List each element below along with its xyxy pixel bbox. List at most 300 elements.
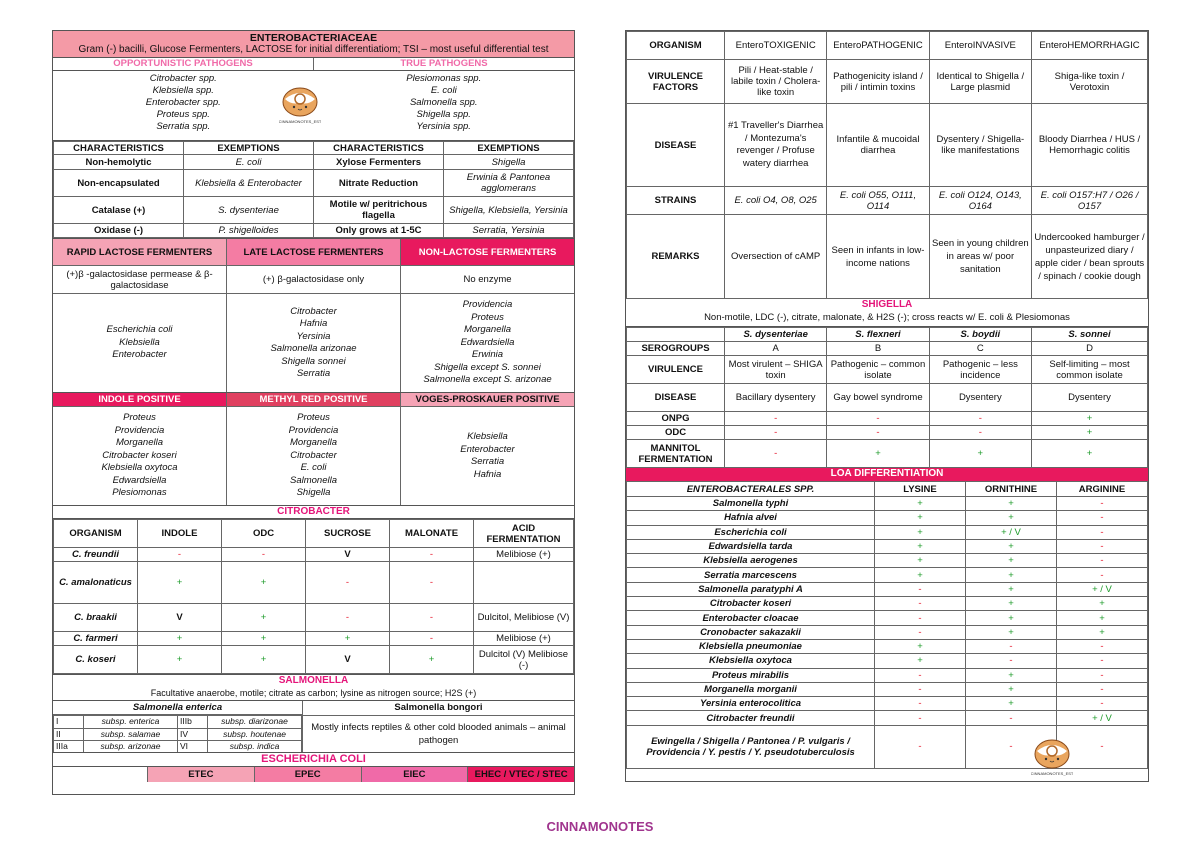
cell: P. shigelloides: [184, 224, 314, 238]
list-item: Escherichia coli: [106, 324, 173, 336]
cell: V: [138, 604, 222, 632]
cell: IIIa: [54, 741, 84, 754]
list-item: Morganella: [464, 324, 511, 336]
organism-cell: Serratia marcescens: [627, 568, 875, 582]
cell: subsp. salamae: [84, 728, 178, 741]
cell: Bloody Diarrhea / HUS / Hemorrhagic colitis: [1032, 104, 1148, 187]
cell: C. braakii: [54, 604, 138, 632]
cell: -: [1057, 525, 1148, 539]
col-header: ENTEROBACTERALES SPP.: [627, 482, 875, 497]
cell: Dysentery / Shigella-like manifestations: [929, 104, 1031, 187]
table-row: [54, 646, 574, 674]
cell: -: [1057, 554, 1148, 568]
table-row: [54, 741, 302, 754]
organism-cell: Klebsiella oxytoca: [627, 654, 875, 668]
cell: -: [1057, 511, 1148, 525]
ecoli-types: [53, 767, 574, 782]
table-row: [627, 611, 1148, 625]
cell: Oversection of cAMP: [725, 215, 827, 299]
salmonella-species: [53, 701, 574, 753]
lactose-headers: [53, 239, 574, 266]
exempt-header: EXEMPTIONS: [184, 142, 314, 155]
species-header: S. flexneri: [827, 328, 929, 342]
cell: +: [875, 554, 966, 568]
cell: E. coli: [184, 155, 314, 170]
indole-header: INDOLE POSITIVE: [53, 393, 226, 406]
cell: -: [1057, 682, 1148, 696]
table-row: [54, 604, 574, 632]
cell: + / V: [1057, 582, 1148, 596]
row-header: MANNITOL FERMENTATION: [627, 440, 725, 468]
list-item: Citrobacter: [290, 305, 337, 317]
col-header: INDOLE: [138, 520, 222, 548]
cell: Gay bowel syndrome: [827, 384, 929, 412]
table-row: [627, 682, 1148, 696]
species-header: S. sonnei: [1032, 328, 1148, 342]
cell: +: [827, 440, 929, 468]
cell: +: [138, 632, 222, 646]
cinnamon-roll-logo-icon: [279, 85, 321, 125]
list-item: Enterobacter: [112, 349, 167, 361]
cell: -: [875, 697, 966, 711]
cell: Infantile & mucoidal diarrhea: [827, 104, 929, 187]
list-item: E. coli: [300, 462, 327, 474]
cell: Most virulent – SHIGA toxin: [725, 356, 827, 384]
cell: +: [1057, 625, 1148, 639]
ecoli-pathotype-table: [626, 31, 1148, 299]
bongori-label: Salmonella bongori: [303, 701, 574, 716]
cell: -: [1057, 725, 1148, 768]
cell: -: [875, 711, 966, 725]
row-header: VIRULENCE: [627, 356, 725, 384]
opportunistic-heading: OPPORTUNISTIC PATHOGENS: [113, 58, 253, 69]
table-row: [627, 711, 1148, 725]
table-row: [627, 668, 1148, 682]
cell: +: [875, 539, 966, 553]
cell: -: [875, 668, 966, 682]
table-row: [627, 440, 1148, 468]
list-item: Providencia: [462, 299, 513, 311]
row-header: DISEASE: [627, 384, 725, 412]
table-row: [54, 155, 574, 170]
cell: Oxidase (-): [54, 224, 184, 238]
table-row: [627, 104, 1148, 187]
vp-list: [400, 407, 574, 505]
left-page: [52, 30, 575, 795]
table-row: [627, 639, 1148, 653]
table-row: [627, 342, 1148, 356]
row-header: ONPG: [627, 412, 725, 426]
cell: -: [725, 440, 827, 468]
table-row: [627, 356, 1148, 384]
cell: +: [222, 604, 306, 632]
list-item: Serratia: [470, 456, 505, 467]
loa-table: [626, 481, 1148, 769]
cell: -: [827, 426, 929, 440]
cell: Dulcitol, Melibiose (V): [474, 604, 574, 632]
col-header: EnteroINVASIVE: [929, 32, 1031, 60]
citrobacter-title: CITROBACTER: [53, 506, 574, 519]
cell: -: [390, 562, 474, 604]
organism-cell: Citrobacter koseri: [627, 597, 875, 611]
pathogen-lists: [53, 71, 574, 141]
shigella-header: [626, 299, 1148, 327]
subspecies-table: [53, 715, 302, 753]
logo-caption: CINNAMONOTES_EST: [279, 119, 321, 124]
cell: Serratia, Yersinia: [444, 224, 574, 238]
cell: Pathogenic – common isolate: [827, 356, 929, 384]
cell: Bacillary dysentery: [725, 384, 827, 412]
cell: +: [966, 511, 1057, 525]
list-item: Shigella spp.: [416, 109, 471, 120]
salmonella-bongori-block: [303, 701, 574, 752]
table-row: [627, 568, 1148, 582]
organism-cell: Escherichia coli: [627, 525, 875, 539]
row-header: STRAINS: [627, 187, 725, 215]
cinnamon-roll-logo-icon: [1031, 737, 1073, 777]
cell: IV: [178, 728, 208, 741]
biochem-test-lists: [53, 407, 574, 506]
non-enzyme: No enzyme: [400, 266, 574, 293]
list-item: Shigella: [296, 487, 331, 499]
cell: E. coli O55, O111, O114: [827, 187, 929, 215]
list-item: Salmonella spp.: [409, 97, 478, 108]
list-item: Hafnia: [473, 468, 502, 480]
row-header: DISEASE: [627, 104, 725, 187]
list-item: Klebsiella spp.: [152, 85, 214, 96]
list-item: Enterobacter spp.: [145, 97, 221, 108]
list-item: Erwinia: [471, 349, 504, 361]
cell: #1 Traveller's Diarrhea / Montezuma's revenger / Profuse watery diarrhea: [725, 104, 827, 187]
cell: Melibiose (+): [474, 632, 574, 646]
cell: subsp. indica: [208, 741, 302, 754]
cell: +: [966, 582, 1057, 596]
row-header: SEROGROUPS: [627, 342, 725, 356]
col-header: ODC: [222, 520, 306, 548]
cell: Pili / Heat-stable / labile toxin / Cholera-like toxin: [725, 60, 827, 104]
cell: +: [966, 625, 1057, 639]
cell: -: [725, 412, 827, 426]
cell: C: [929, 342, 1031, 356]
cell: -: [966, 639, 1057, 653]
cell: -: [827, 412, 929, 426]
list-item: Providencia: [288, 424, 339, 436]
enterobacteriaceae-subtitle: Gram (-) bacilli, Glucose Fermenters, LACTOSE for initial differentiatiom; TSI – most useful differential test: [78, 44, 549, 55]
cell: Identical to Shigella / Large plasmid: [929, 60, 1031, 104]
characteristics-table: [53, 141, 574, 238]
col-header: ARGININE: [1057, 482, 1148, 497]
cell: Nitrate Reduction: [314, 170, 444, 197]
table-row: [627, 215, 1148, 299]
cell: -: [929, 426, 1031, 440]
cell: + / V: [966, 525, 1057, 539]
cell: Self-limiting – most common isolate: [1032, 356, 1148, 384]
cell: +: [875, 654, 966, 668]
logo-caption: CINNAMONOTES_EST: [1031, 771, 1073, 776]
cell: Non-hemolytic: [54, 155, 184, 170]
cell: Dysentery: [929, 384, 1031, 412]
cell: -: [1057, 539, 1148, 553]
species-header: S. dysenteriae: [725, 328, 827, 342]
salmonella-title: SALMONELLA: [278, 675, 349, 686]
cell: B: [827, 342, 929, 356]
cell: -: [390, 604, 474, 632]
cell: +: [306, 632, 390, 646]
col-header: EnteroTOXIGENIC: [725, 32, 827, 60]
col-header: ORGANISM: [627, 32, 725, 60]
organism-cell: Enterobacter cloacae: [627, 611, 875, 625]
table-row: [54, 728, 302, 741]
cell: S. dysenteriae: [184, 197, 314, 224]
cell: +: [966, 611, 1057, 625]
cell: +: [222, 562, 306, 604]
cell: V: [306, 646, 390, 674]
cell: Shigella, Klebsiella, Yersinia: [444, 197, 574, 224]
shigella-table: [626, 327, 1148, 468]
col-header: MALONATE: [390, 520, 474, 548]
non-list: [400, 294, 574, 392]
indole-list: [53, 407, 226, 505]
cell: -: [1057, 497, 1148, 511]
true-pathogens-heading: TRUE PATHOGENS: [313, 58, 574, 70]
table-row: [627, 539, 1148, 553]
cell: +: [875, 568, 966, 582]
cell: I: [54, 716, 84, 729]
true-pathogens-list: [314, 71, 575, 140]
table-row: [627, 654, 1148, 668]
cell: +: [966, 597, 1057, 611]
table-row: [54, 562, 574, 604]
cell: C. amalonaticus: [54, 562, 138, 604]
col-header: ORGANISM: [54, 520, 138, 548]
cell: +: [875, 639, 966, 653]
list-item: Plesiomonas spp.: [406, 73, 482, 84]
cell: Dulcitol (V) Melibiose (-): [474, 646, 574, 674]
cell: Dysentery: [1032, 384, 1148, 412]
citrobacter-table-wrap: [53, 519, 574, 675]
cell: subsp. arizonae: [84, 741, 178, 754]
cell: Seen in young children in areas w/ poor sanitation: [929, 215, 1031, 299]
loa-title: LOA DIFFERENTIATION: [626, 468, 1148, 481]
cell: Shigella: [444, 155, 574, 170]
char-header: CHARACTERISTICS: [54, 142, 184, 155]
cell: E. coli O4, O8, O25: [725, 187, 827, 215]
vp-header: VOGES-PROSKAUER POSITIVE: [400, 393, 574, 406]
cell: Xylose Fermenters: [314, 155, 444, 170]
cell: [474, 562, 574, 604]
late-list: [226, 294, 400, 392]
list-item: Yersinia spp.: [416, 121, 471, 132]
cell: VI: [178, 741, 208, 754]
col-header: EnteroPATHOGENIC: [827, 32, 929, 60]
cell: -: [875, 625, 966, 639]
list-item: Edwardsiella: [460, 336, 515, 348]
table-row: [627, 525, 1148, 539]
lactose-lists: [53, 294, 574, 393]
cell: +: [875, 525, 966, 539]
list-item: Salmonella: [290, 474, 337, 486]
biochem-test-headers: [53, 393, 574, 407]
cell: +: [966, 554, 1057, 568]
cell: -: [390, 632, 474, 646]
exempt-header: EXEMPTIONS: [444, 142, 574, 155]
list-item: Klebsiella oxytoca: [101, 462, 178, 474]
table-row: [627, 187, 1148, 215]
list-item: Shigella sonnei: [281, 355, 346, 367]
cell: -: [875, 725, 966, 768]
cell: C. freundii: [54, 548, 138, 562]
cell: +: [138, 562, 222, 604]
enterica-label: Salmonella enterica: [53, 701, 302, 715]
list-item: Citrobacter: [290, 449, 337, 461]
organism-cell: Edwardsiella tarda: [627, 539, 875, 553]
list-item: Morganella: [290, 437, 337, 449]
shigella-title: SHIGELLA: [861, 299, 913, 310]
cell: +: [222, 632, 306, 646]
cell: C. farmeri: [54, 632, 138, 646]
table-row: [627, 60, 1148, 104]
cell: +: [1032, 426, 1148, 440]
cell: V: [306, 548, 390, 562]
list-item: Yersinia: [296, 330, 331, 342]
shigella-subtitle: Non-motile, LDC (-), citrate, malonate, & H2S (-); cross reacts w/ E. coli & Plesiomonas: [704, 312, 1070, 323]
table-row: [54, 224, 574, 238]
cell: -: [875, 597, 966, 611]
cell: IIIb: [178, 716, 208, 729]
organism-cell: Klebsiella aerogenes: [627, 554, 875, 568]
cell: -: [875, 682, 966, 696]
table-row: [54, 632, 574, 646]
cell: Erwinia & Pantonea agglomerans: [444, 170, 574, 197]
cell: -: [1057, 639, 1148, 653]
cell: A: [725, 342, 827, 356]
cell: subsp. diarizonae: [208, 716, 302, 729]
table-row: [54, 197, 574, 224]
cell: D: [1032, 342, 1148, 356]
list-item: Plesiomonas: [112, 487, 167, 499]
right-page: [625, 30, 1149, 782]
list-item: Proteus spp.: [156, 109, 210, 120]
rapid-enzyme: (+)β -galactosidase permease & β-galactosidase: [66, 268, 213, 291]
row-header: VIRULENCE FACTORS: [627, 60, 725, 104]
pathogen-headings: [53, 58, 574, 71]
cell: -: [1057, 697, 1148, 711]
table-row: [627, 511, 1148, 525]
list-item: Edwardsiella: [112, 474, 167, 486]
salmonella-header: [53, 675, 574, 701]
cell: +: [390, 646, 474, 674]
list-item: Klebsiella: [467, 431, 508, 442]
cell: II: [54, 728, 84, 741]
salmonella-subtitle: Facultative anaerobe, motile; citrate as carbon; lysine as nitrogen source; H2S (+): [150, 688, 477, 698]
list-item: Proteus: [123, 412, 156, 424]
list-item: Proteus: [471, 311, 504, 323]
enterobacteriaceae-title: ENTEROBACTERIACEAE: [249, 32, 378, 44]
list-item: Serratia: [296, 368, 331, 379]
cell: E. coli O157:H7 / O26 / O157: [1032, 187, 1148, 215]
footer-brand: CINNAMONOTES: [546, 819, 654, 834]
list-item: Enterobacter: [460, 443, 515, 455]
cell: subsp. houtenae: [208, 728, 302, 741]
cell: -: [1057, 568, 1148, 582]
cell: Pathogenic – less incidence: [929, 356, 1031, 384]
cell: Catalase (+): [54, 197, 184, 224]
rapid-lactose-header: RAPID LACTOSE FERMENTERS: [53, 239, 226, 265]
salmonella-enterica-block: [53, 701, 303, 752]
cell: -: [390, 548, 474, 562]
cell: +: [1032, 412, 1148, 426]
non-lactose-header: NON-LACTOSE FERMENTERS: [400, 239, 574, 265]
cell: +: [1057, 597, 1148, 611]
cell: -: [1057, 654, 1148, 668]
citrobacter-table: [53, 519, 574, 674]
cell: -: [875, 611, 966, 625]
cell: Pathogenicity island / pili / intimin toxins: [827, 60, 929, 104]
organism-cell: Morganella morganii: [627, 682, 875, 696]
table-row: [627, 697, 1148, 711]
list-item: Shigella except S. sonnei: [434, 361, 541, 373]
cell: +: [138, 646, 222, 674]
bongori-text: Mostly infects reptiles & other cold blooded animals – animal pathogen: [311, 722, 566, 746]
organism-cell: Hafnia alvei: [627, 511, 875, 525]
cell: -: [875, 582, 966, 596]
organism-cell: Cronobacter sakazakii: [627, 625, 875, 639]
cell: +: [966, 668, 1057, 682]
cell: +: [875, 497, 966, 511]
cell: -: [306, 604, 390, 632]
corner-cell: [627, 328, 725, 342]
ecoli-types-spacer: [53, 767, 148, 782]
cell: -: [966, 654, 1057, 668]
cell: +: [966, 539, 1057, 553]
list-item: Klebsiella: [119, 336, 160, 348]
organism-cell: Klebsiella pneumoniae: [627, 639, 875, 653]
table-row: [627, 554, 1148, 568]
list-item: Serratia spp.: [156, 121, 211, 132]
cell: Non-encapsulated: [54, 170, 184, 197]
col-header: ACID FERMENTATION: [474, 520, 574, 548]
col-header: ORNITHINE: [966, 482, 1057, 497]
table-row: [627, 597, 1148, 611]
late-enzyme: (+) β-galactosidase only: [226, 266, 400, 293]
species-header: S. boydii: [929, 328, 1031, 342]
list-item: Citrobacter koseri: [102, 449, 177, 461]
eiec-label: EIEC: [362, 767, 469, 782]
cell: -: [306, 562, 390, 604]
cell: -: [929, 412, 1031, 426]
cell: +: [966, 697, 1057, 711]
methyl-red-header: METHYL RED POSITIVE: [226, 393, 400, 406]
cell: C. koseri: [54, 646, 138, 674]
organism-cell: Salmonella typhi: [627, 497, 875, 511]
cell: -: [725, 426, 827, 440]
row-header: ODC: [627, 426, 725, 440]
etec-label: ETEC: [148, 767, 255, 782]
cell: -: [1057, 668, 1148, 682]
table-row: [627, 384, 1148, 412]
opportunistic-list: [53, 71, 314, 140]
list-item: Salmonella arizonae: [270, 343, 357, 354]
cell: -: [222, 548, 306, 562]
cell: +: [966, 682, 1057, 696]
cell: E. coli O124, O143, O164: [929, 187, 1031, 215]
rapid-list: [53, 294, 226, 392]
list-item: Morganella: [116, 437, 163, 449]
cell: +: [875, 511, 966, 525]
list-item: Proteus: [297, 412, 330, 424]
table-row: [54, 716, 302, 729]
col-header: EnteroHEMORRHAGIC: [1032, 32, 1148, 60]
